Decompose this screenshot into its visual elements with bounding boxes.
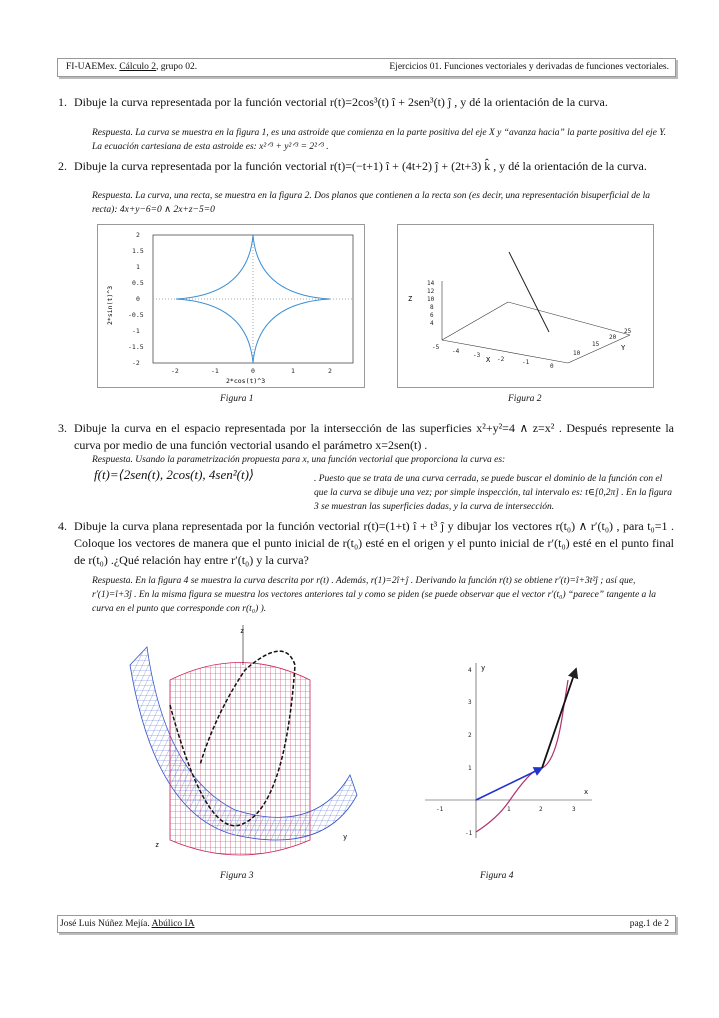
- question-text: Dibuje la curva en el espacio representada por la intersección de las superficies x²+y²=4 ∧ z=x² . Después represente la curva por medio de una función vectorial usando el parámetro x=2sen(t) .: [74, 421, 674, 452]
- course-link[interactable]: Cálculo 2: [119, 62, 156, 72]
- y-tick: 15: [592, 341, 600, 348]
- figure-4-caption: Figura 4: [480, 871, 514, 881]
- x-axis-label: x: [584, 788, 589, 796]
- y-tick: -1: [465, 830, 473, 837]
- page-footer: [57, 915, 676, 933]
- z-tick-labels: [427, 280, 435, 327]
- y-axis-label: Y: [621, 344, 626, 352]
- x-tick: -1: [436, 806, 444, 813]
- y-tick: 10: [573, 350, 581, 357]
- y-tick: 2: [136, 231, 140, 239]
- y-tick: 0: [136, 295, 140, 303]
- figure-3-caption: Figura 3: [220, 871, 254, 881]
- z-tick: 6: [430, 312, 434, 319]
- figure-1-astroid: [97, 224, 365, 388]
- figure-2-line3d: [397, 224, 654, 388]
- y-tick: 25: [624, 328, 632, 335]
- figure-2-caption: Figura 2: [508, 394, 542, 404]
- z-axis-label: Z: [408, 295, 413, 303]
- y-tick: 0.5: [132, 279, 144, 287]
- vector-r-prime-t0: [542, 669, 576, 768]
- x-tick: -5: [432, 344, 440, 351]
- question-2: [58, 158, 674, 175]
- z-tick: 12: [427, 288, 435, 295]
- axis-label: z: [155, 841, 160, 849]
- question-text: Dibuje la curva plana representada por la función vectorial r(t)=(1+t) î + t³ ĵ y dibujar los vectores r(t₀) ∧ r′(t₀) , para t₀=1 . Coloque los vectores de manera que el punto inicial de r(t₀) esté en el origen y el punto inicial de r′(t₀) esté en el punto final de r(t₀) .¿Qué relación hay entre r′(t₀) y la curva?: [74, 519, 674, 567]
- y-tick: -1: [132, 327, 140, 335]
- x-axis-label: X: [486, 356, 491, 364]
- x-tick: -4: [452, 348, 460, 355]
- y-tick: 1: [136, 263, 140, 271]
- answer-4: Respuesta. En la figura 4 se muestra la curva descrita por r(t) . Además, r(1)=2î+ĵ . Derivando la función r(t) se obtiene r′(t)=î+3t²ĵ ; así que, r′(1)=î+3ĵ . En la misma figura se muestra los vectores anteriores tal y como se piden (se puede observar que el vector r′(t₀) “parece” tangente a la curva en el punto que corresponde con r(t₀) ).: [92, 576, 657, 614]
- x-tick: 0: [550, 363, 554, 370]
- x-tick: 0: [251, 367, 255, 375]
- question-text: Dibuje la curva representada por la función vectorial r(t)=(−t+1) î + (4t+2) ĵ + (2t+3) k̂ , y dé la orientación de la curva.: [74, 159, 647, 173]
- y-tick: -2: [132, 359, 140, 367]
- question-number: 2.: [58, 159, 67, 173]
- x-tick: 2: [328, 367, 332, 375]
- answer-3-formula: f(t)=⟨2sen(t), 2cos(t), 4sen²(t)⟩: [94, 467, 254, 482]
- y-tick: -0.5: [128, 311, 144, 319]
- header-title: Ejercicios 01. Funciones vectoriales y derivadas de funciones vectoriales.: [389, 62, 669, 72]
- figure-1-caption: Figura 1: [220, 394, 254, 404]
- z-tick: 14: [427, 280, 435, 287]
- y-tick: 1: [468, 765, 472, 772]
- y-tick: 2: [468, 732, 472, 739]
- x-tick: 1: [291, 367, 295, 375]
- y-tick-labels: [573, 328, 632, 357]
- x-tick: -3: [473, 352, 481, 359]
- page-header: [57, 58, 676, 77]
- y-axis-label: 2*sin(t)^3: [106, 285, 114, 325]
- x-axis-label: 2*cos(t)^3: [226, 377, 266, 385]
- question-1: [58, 94, 674, 111]
- vector-r-t0: [476, 768, 542, 800]
- y-tick: 20: [609, 334, 617, 341]
- y-tick: -1.5: [128, 343, 144, 351]
- answer-2: Respuesta. La curva, una recta, se muestra en la figura 2. Dos planos que contienen a la recta son (es decir, una representación bisuperficial de la recta): 4x+y−6=0 ∧ 2x+z−5=0: [92, 191, 650, 215]
- question-text: Dibuje la curva representada por la función vectorial r(t)=2cos³(t) î + 2sen³(t) ĵ , y dé la orientación de la curva.: [74, 95, 608, 109]
- footer-link[interactable]: Abúlico IA: [151, 919, 195, 929]
- x-tick: -1: [522, 359, 530, 366]
- z-tick: 4: [430, 320, 434, 327]
- x-tick: -2: [171, 367, 179, 375]
- figure-4-curve-vectors: [420, 658, 600, 843]
- x-tick: -2: [497, 356, 505, 363]
- answer-3-continue: . Puesto que se trata de una curva cerrada, se puede buscar el dominio de la función con el que la curva se dibuje una vez; por simple inspección, tal intervalo es: t∈[0,2π] . En la figura 3 se muestran las superficies dadas, y la curva de intersección.: [314, 474, 672, 512]
- y-axis-label: y: [481, 664, 486, 672]
- question-number: 3.: [58, 421, 67, 435]
- header-institution: FI-UAEMex.: [66, 62, 117, 72]
- y-tick: 3: [468, 699, 472, 706]
- y-tick: 4: [468, 667, 472, 674]
- plane-curve: [476, 680, 568, 832]
- footer-author: José Luis Núñez Mejía.: [60, 919, 150, 929]
- y-tick-labels: [128, 231, 144, 367]
- x-tick: 1: [507, 806, 511, 813]
- page-number: pag.1 de 2: [629, 919, 669, 929]
- axis-label: y: [343, 833, 348, 841]
- x-tick: -1: [211, 367, 219, 375]
- answer-3-intro: Respuesta. Usando la parametrización propuesta para x, una función vectorial que proporciona la curva es:: [92, 455, 506, 465]
- line-segment: [509, 252, 549, 332]
- x-tick: 2: [539, 806, 543, 813]
- x-tick: 3: [572, 806, 576, 813]
- x-tick-labels: [436, 806, 576, 813]
- figure-3-surfaces: [125, 625, 365, 860]
- question-4: [58, 518, 674, 569]
- y-tick-labels: [465, 667, 473, 837]
- x-tick-labels: [171, 367, 332, 375]
- question-3: [58, 420, 674, 454]
- y-tick: 1.5: [132, 247, 144, 255]
- question-number: 1.: [58, 95, 67, 109]
- question-number: 4.: [58, 519, 67, 533]
- z-tick: 8: [430, 304, 434, 311]
- axis-label: z: [240, 627, 245, 635]
- z-tick: 10: [427, 296, 435, 303]
- circular-cylinder: [170, 663, 310, 856]
- header-group: , grupo 02.: [156, 62, 198, 72]
- answer-1: Respuesta. La curva se muestra en la figura 1, es una astroide que comienza en la parte positiva del eje X y “avanza hacia” la parte positiva del eje Y. La ecuación cartesiana de esta astroide es: x²ᐟ³ + y²ᐟ³ = 2²ᐟ³ .: [92, 128, 666, 152]
